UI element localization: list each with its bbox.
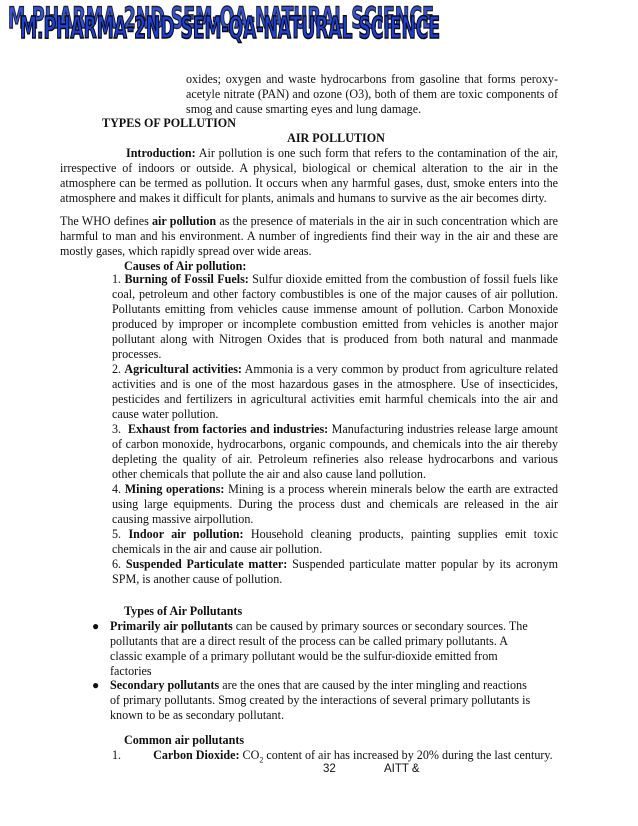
types-heading: TYPES OF POLLUTION <box>102 116 236 130</box>
bullet-icon: ● <box>92 619 100 633</box>
introduction-paragraph <box>60 146 558 206</box>
introduction-text: Air pollution is one such form that refers to the contamination of the air, irrespective of indoors or outside. A physical, biological or chemical alteration to the air in the atmosphere can be termed as pollution. It occurs when any harmful gases, dust, smoke enters into the atmosphere and makes it difficult for plants, animals and humans to survive as the air becomes dirty. <box>60 146 558 205</box>
cause-item: 4. Mining operations: Mining is a process wherein minerals below the earth are extracted using large equipments. During the process dust and chemicals are released in the air causing massive airpollution. <box>112 482 559 526</box>
common-item: 1. Carbon Dioxide: $CO_2$ content of air has increased by 20% during the last century. <box>112 748 553 765</box>
common-pollutants-heading: Common air pollutants <box>124 733 245 747</box>
banner-front-text: M.PHARMA-2ND SEM-QA-NATURAL SCIENCE <box>20 11 440 46</box>
who-paragraph <box>60 214 558 259</box>
common-item-number: 1. <box>112 748 122 762</box>
cause-item: 6. Suspended Particulate matter: Suspended particulate matter popular by its acronym SPM, is another cause of pollution. <box>112 557 558 586</box>
list-item: ● Secondary pollutants are the ones that are caused by the inter mingling and reactions of primary pollutants. Smog created by the interactions of several primary pollutants is known to be as secondary pollutant. <box>92 678 531 722</box>
common-item-label: Carbon Dioxide: <box>153 748 240 762</box>
footer-org: AITT & <box>384 763 420 775</box>
who-prefix: The WHO defines <box>60 214 152 228</box>
cause-item: 3. Exhaust from factories and industries: Manufacturing industries release large amount of carbon monoxide, hydrocarbons, organic compounds, and chemicals into the air thereby depleting the quality of air. Petroleum refineries also release hydrocarbons and various other chemicals that pollute the air and also cause land pollution. <box>112 422 559 481</box>
causes-list <box>112 272 558 587</box>
types-pollutants-heading: Types of Air Pollutants <box>124 604 243 618</box>
banner-back-text: M.PHARMA-2ND SEM-QA-NATURAL SCIENCE <box>8 1 434 35</box>
bullet-icon: ● <box>92 678 100 692</box>
page-number: 32 <box>323 763 336 775</box>
who-suffix: as the presence of materials in the air in such concentration which are harmful to man and his environment. A number of ingredients find their way in the air and these are mostly gases, which rapidly spread over wide areas. <box>60 214 558 258</box>
causes-heading: Causes of Air pollution: <box>124 259 247 273</box>
cause-item: 1. Burning of Fossil Fuels: Sulfur dioxide emitted from the combustion of fossil fuels like coal, petroleum and other factory combustibles is one of the major causes of air pollution. Pollutants emitting from vehicles cause immense amount of pollution. Carbon Monoxide produced by improper or incomplete combustion emitted from vehicles is another major pollutant along with Nitrogen Oxides that is produced from both natural and manmade processes. <box>112 272 558 361</box>
introduction-label: Introduction: <box>126 146 196 160</box>
air-pollution-heading: AIR POLLUTION <box>287 131 385 145</box>
cause-item: 2. Agricultural activities: Ammonia is a very common by product from agriculture related activities and is one of the most hazardous gases in the atmosphere. Use of insecticides, pesticides and fertilizers in agricultural activities emit harmful chemicals into the air and cause water pollution. <box>112 362 558 421</box>
intro-continuation: oxides; oxygen and waste hydrocarbons from gasoline that forms peroxy-acetyle nitrate (PAN) and ozone (O3), both of them are toxic components of smog and cause smarting eyes and lung damage. <box>186 72 558 116</box>
cause-item: 5. Indoor air pollution: Household cleaning products, painting supplies emit toxic chemicals in the air and cause air pollution. <box>112 527 558 556</box>
list-item: ● Primarily air pollutants can be caused by primary sources or secondary sources. The pollutants that are a direct result of the process can be called primary pollutants. A classic example of a primary pollutant would be the sulfur-dioxide emitted from factories <box>92 619 528 678</box>
who-bold: air pollution <box>152 214 217 228</box>
